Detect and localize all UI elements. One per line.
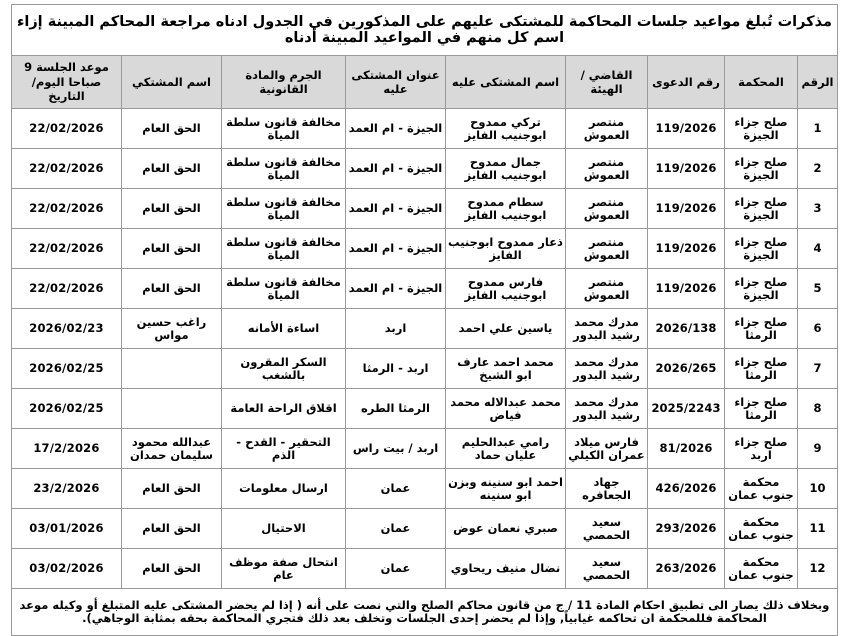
cell-defendant-address: عمان	[346, 469, 446, 509]
cell-judge: منتصر العموش	[566, 269, 648, 309]
cell-case-number: 119/2026	[648, 109, 725, 149]
table-row	[11, 349, 837, 389]
column-header-complainant-name: اسم المشتكي	[122, 56, 222, 109]
table-row	[11, 109, 837, 149]
cell-defendant-address: الجيزة - ام العمد	[346, 189, 446, 229]
cell-complainant-name: الحق العام	[122, 269, 222, 309]
cell-defendant-name: محمد احمد عارف ابو الشيخ	[446, 349, 566, 389]
table-row	[11, 469, 837, 509]
cell-court: صلح جزاء الجيزة	[725, 109, 798, 149]
table-row	[11, 149, 837, 189]
cell-session-datetime: 2026/02/25	[11, 349, 121, 389]
cell-complainant-name: الحق العام	[122, 109, 222, 149]
cell-case-number: 119/2026	[648, 149, 725, 189]
cell-defendant-name: رامي عبدالحليم عليان حماد	[446, 429, 566, 469]
cell-serial: 12	[798, 549, 838, 589]
cell-defendant-address: الجيزة - ام العمد	[346, 229, 446, 269]
cell-court: صلح جزاء الرمثا	[725, 309, 798, 349]
cell-court: محكمة جنوب عمان	[725, 549, 798, 589]
cell-session-datetime: 17/2/2026	[11, 429, 121, 469]
cell-defendant-address: الجيزة - ام العمد	[346, 269, 446, 309]
cell-serial: 6	[798, 309, 838, 349]
cell-case-number: 119/2026	[648, 229, 725, 269]
table-row	[11, 309, 837, 349]
cell-defendant-address: الرمثا الطره	[346, 389, 446, 429]
cell-judge: سعيد الحمصي	[566, 549, 648, 589]
cell-case-number: 426/2026	[648, 469, 725, 509]
table-row	[11, 189, 837, 229]
cell-defendant-name: سطام ممدوح ابوجنيب الفايز	[446, 189, 566, 229]
table-row	[11, 429, 837, 469]
cell-defendant-name: ذعار ممدوح ابوجنيب الفايز	[446, 229, 566, 269]
cell-session-datetime: 22/02/2026	[11, 189, 121, 229]
cell-judge: مدرك محمد رشيد البدور	[566, 349, 648, 389]
column-header-judge: القاضي / الهيئة	[566, 56, 648, 109]
cell-serial: 2	[798, 149, 838, 189]
cell-case-number: 2026/265	[648, 349, 725, 389]
cell-court: صلح جزاء الجيزة	[725, 229, 798, 269]
cell-judge: منتصر العموش	[566, 109, 648, 149]
cell-judge: منتصر العموش	[566, 229, 648, 269]
cell-defendant-name: صبري نعمان عوض	[446, 509, 566, 549]
cell-complainant-name: عبدالله محمود سليمان حمدان	[122, 429, 222, 469]
cell-charge: مخالفة قانون سلطة المياة	[222, 189, 346, 229]
footer-row	[11, 589, 837, 636]
cell-defendant-name: جمال ممدوح ابوجنيب الفايز	[446, 149, 566, 189]
cell-defendant-name: فارس ممدوح ابوجنيب الفايز	[446, 269, 566, 309]
cell-charge: انتحال صفة موظف عام	[222, 549, 346, 589]
cell-serial: 3	[798, 189, 838, 229]
cell-complainant-name: الحق العام	[122, 509, 222, 549]
cell-session-datetime: 2026/02/23	[11, 309, 121, 349]
cell-judge: مدرك محمد رشيد البدور	[566, 389, 648, 429]
cell-defendant-address: الجيزة - ام العمد	[346, 109, 446, 149]
cell-complainant-name: الحق العام	[122, 149, 222, 189]
cell-charge: مخالفة قانون سلطة المياة	[222, 149, 346, 189]
cell-serial: 5	[798, 269, 838, 309]
cell-defendant-name: نضال منيف ريحاوي	[446, 549, 566, 589]
cell-charge: اساءة الأمانه	[222, 309, 346, 349]
cell-serial: 4	[798, 229, 838, 269]
cell-charge: اقلاق الراحة العامة	[222, 389, 346, 429]
cell-complainant-name	[122, 349, 222, 389]
cell-judge: مدرك محمد رشيد البدور	[566, 309, 648, 349]
table-row	[11, 389, 837, 429]
table-row	[11, 549, 837, 589]
table-row	[11, 269, 837, 309]
cell-session-datetime: 22/02/2026	[11, 269, 121, 309]
cell-court: صلح جزاء الجيزة	[725, 189, 798, 229]
cell-court: محكمة جنوب عمان	[725, 469, 798, 509]
cell-session-datetime: 22/02/2026	[11, 149, 121, 189]
cell-session-datetime: 22/02/2026	[11, 229, 121, 269]
cell-charge: مخالفة قانون سلطة المياة	[222, 269, 346, 309]
cell-case-number: 2025/2243	[648, 389, 725, 429]
column-header-charge: الجرم والمادة القانونية	[222, 56, 346, 109]
cell-defendant-name: تركي ممدوح ابوجنيب الفايز	[446, 109, 566, 149]
cell-defendant-address: الجيزة - ام العمد	[346, 149, 446, 189]
cell-case-number: 81/2026	[648, 429, 725, 469]
cell-serial: 10	[798, 469, 838, 509]
cell-case-number: 263/2026	[648, 549, 725, 589]
cell-session-datetime: 03/01/2026	[11, 509, 121, 549]
cell-serial: 8	[798, 389, 838, 429]
cell-serial: 1	[798, 109, 838, 149]
cell-court: صلح جزاء الرمثا	[725, 389, 798, 429]
column-header-session-datetime: موعد الجلسة 9 صباحا اليوم/التاريخ	[11, 56, 121, 109]
cell-defendant-address: عمان	[346, 549, 446, 589]
column-header-court: المحكمة	[725, 56, 798, 109]
cell-case-number: 119/2026	[648, 269, 725, 309]
cell-judge: منتصر العموش	[566, 189, 648, 229]
cell-session-datetime: 2026/02/25	[11, 389, 121, 429]
cell-court: صلح جزاء اربد	[725, 429, 798, 469]
cell-court: صلح جزاء الجيزة	[725, 269, 798, 309]
cell-case-number: 2026/138	[648, 309, 725, 349]
column-header-defendant-address: عنوان المشتكى عليه	[346, 56, 446, 109]
cell-serial: 11	[798, 509, 838, 549]
cell-charge: التحقير - القدح - الذم	[222, 429, 346, 469]
column-header-case-number: رقم الدعوى	[648, 56, 725, 109]
cell-session-datetime: 03/02/2026	[11, 549, 121, 589]
title-row	[11, 5, 837, 56]
table-row	[11, 509, 837, 549]
cell-case-number: 293/2026	[648, 509, 725, 549]
cell-defendant-name: محمد عبدالاله محمد فياض	[446, 389, 566, 429]
cell-court: صلح جزاء الرمثا	[725, 349, 798, 389]
cell-complainant-name	[122, 389, 222, 429]
cell-serial: 9	[798, 429, 838, 469]
cell-defendant-address: اربد / بيت راس	[346, 429, 446, 469]
cell-case-number: 119/2026	[648, 189, 725, 229]
cell-charge: السكر المقرون بالشغب	[222, 349, 346, 389]
cell-complainant-name: راغب حسين مواس	[122, 309, 222, 349]
cell-defendant-address: اربد - الرمثا	[346, 349, 446, 389]
column-header-serial: الرقم	[798, 56, 838, 109]
cell-session-datetime: 22/02/2026	[11, 109, 121, 149]
legal-footer-note: وبخلاف ذلك يصار الى تطبيق احكام المادة 11 / ج من قانون محاكم الصلح والتي نصت على أنه ( إذا لم يحضر المشتكى عليه المتبلغ أو وكيله موعد المحاكمة فللمحكمة ان تحاكمه غيابياً, وإذا لم يحضر إحدى الجلسات وتخلف بعد ذلك فتجري المحاكمة بحقه بمثابة الوجاهي).	[11, 589, 837, 636]
cell-court: محكمة جنوب عمان	[725, 509, 798, 549]
court-sessions-table	[11, 4, 838, 636]
cell-complainant-name: الحق العام	[122, 189, 222, 229]
cell-charge: مخالفة قانون سلطة المياة	[222, 229, 346, 269]
column-header-defendant-name: اسم المشتكى عليه	[446, 56, 566, 109]
cell-judge: منتصر العموش	[566, 149, 648, 189]
cell-defendant-name: ياسين علي احمد	[446, 309, 566, 349]
cell-judge: سعيد الحمصي	[566, 509, 648, 549]
cell-court: صلح جزاء الجيزة	[725, 149, 798, 189]
cell-complainant-name: الحق العام	[122, 549, 222, 589]
page-title: مذكرات تُبلغ مواعيد جلسات المحاكمة للمشتكى عليهم على المذكورين في الجدول ادناه مراجعة المحاكم المبينة إزاء اسم كل منهم في المواعيد المبينة أدناه	[11, 5, 837, 56]
cell-complainant-name: الحق العام	[122, 229, 222, 269]
table-header-row	[11, 56, 837, 109]
cell-judge: فارس ميلاد عمران الكيلي	[566, 429, 648, 469]
table-row	[11, 229, 837, 269]
cell-defendant-name: احمد ابو سنينه وبزن ابو سنينه	[446, 469, 566, 509]
cell-judge: جهاد الجعافره	[566, 469, 648, 509]
cell-charge: مخالفة قانون سلطة المياة	[222, 109, 346, 149]
cell-complainant-name: الحق العام	[122, 469, 222, 509]
cell-serial: 7	[798, 349, 838, 389]
cell-charge: ارسال معلومات	[222, 469, 346, 509]
cell-defendant-address: اربد	[346, 309, 446, 349]
cell-defendant-address: عمان	[346, 509, 446, 549]
cell-charge: الاحتيال	[222, 509, 346, 549]
cell-session-datetime: 23/2/2026	[11, 469, 121, 509]
